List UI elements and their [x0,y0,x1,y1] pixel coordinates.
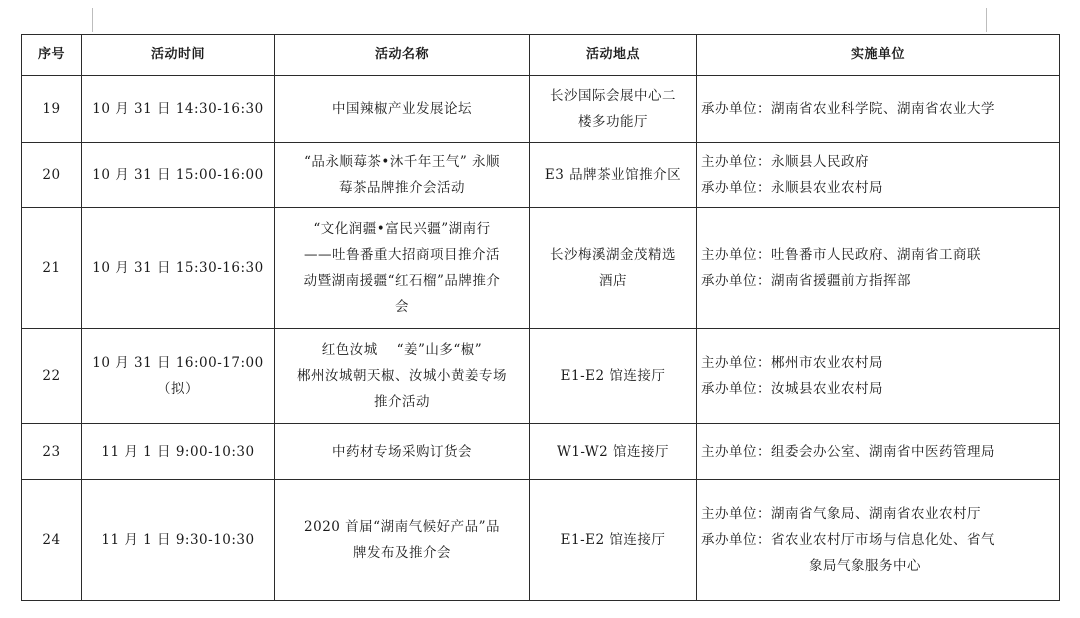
cell-no [22,480,82,601]
cell-no [22,143,82,208]
cell-name [275,208,530,329]
cell-line: 20 [42,167,61,183]
cell-line: 酒店 [599,273,627,289]
cell-line: 莓茶品牌推介会活动 [339,180,465,196]
cell-line: 红色汝城 “姜”山多“椒” [321,342,483,358]
header-unit: 实施单位 [697,35,1060,76]
cell-name [275,143,530,208]
cell-line: E3 品牌茶业馆推介区 [544,167,682,183]
cell-line: 主办单位：永顺县人民政府 [701,154,869,170]
cell-line: E1-E2 馆连接厅 [560,532,666,548]
cell-line: （拟） [157,381,199,397]
cell-name [275,76,530,143]
cell-line: 承办单位：省农业农村厅市场与信息化处、省气 [701,532,995,548]
cell-line: 主办单位：郴州市农业农村局 [701,355,883,371]
cell-line: 19 [42,101,61,117]
cell-name [275,424,530,480]
cell-line: 11 月 1 日 9:00-10:30 [101,443,255,460]
cell-place [530,424,697,480]
cell-line: 24 [42,532,61,548]
table-row [22,143,1060,208]
header-name: 活动名称 [275,35,530,76]
cell-time [82,480,275,601]
cell-line: 推介活动 [374,394,430,410]
cell-line: 长沙梅溪湖金茂精选 [550,247,676,263]
table-row [22,76,1060,143]
cell-line: 郴州汝城朝天椒、汝城小黄姜专场 [297,368,507,384]
cell-place [530,208,697,329]
cell-line: 中国辣椒产业发展论坛 [332,101,472,117]
cell-line: 10 月 31 日 15:00-16:00 [92,167,264,183]
cell-place [530,480,697,601]
cell-line: 承办单位：湖南省援疆前方指挥部 [701,273,911,289]
cell-place [530,329,697,424]
cell-line: “品永顺莓茶•沐千年王气” 永顺 [303,154,501,170]
cell-unit [697,76,1060,143]
cell-time [82,143,275,208]
cell-time [82,76,275,143]
cell-line: 21 [42,260,61,276]
cell-line: 楼多功能厅 [578,114,648,130]
cell-line: 牌发布及推介会 [353,545,451,561]
cell-line: 会 [395,299,409,315]
cell-line: 象局气象服务中心 [809,558,921,574]
cell-no [22,424,82,480]
table-row [22,480,1060,601]
table-body [22,76,1060,601]
cell-line: 10 月 31 日 15:30-16:30 [92,260,264,276]
cell-unit [697,329,1060,424]
schedule-table [21,34,1060,601]
cell-line: 长沙国际会展中心二 [550,88,676,104]
table-header-row [22,35,1060,76]
header-place: 活动地点 [530,35,697,76]
cell-unit [697,208,1060,329]
cell-line: 22 [42,368,61,384]
header-time: 活动时间 [82,35,275,76]
cell-no [22,208,82,329]
cell-name [275,480,530,601]
cell-line: 10 月 31 日 14:30-16:30 [92,101,264,117]
crop-mark-right [986,8,987,32]
cell-place [530,143,697,208]
cell-line: 10 月 31 日 16:00-17:00 [92,355,264,371]
cell-unit [697,424,1060,480]
cell-line: 11 月 1 日 9:30-10:30 [101,532,255,548]
cell-line: 动暨湖南援疆“红石榴”品牌推介 [303,273,501,289]
cell-time [82,329,275,424]
cell-time [82,424,275,480]
cell-line: ——吐鲁番重大招商项目推介活 [304,247,500,263]
cell-line: 承办单位：湖南省农业科学院、湖南省农业大学 [701,101,995,117]
cell-line: 主办单位：组委会办公室、湖南省中医药管理局 [701,443,995,460]
cell-unit [697,480,1060,601]
cell-no [22,76,82,143]
crop-mark-left [92,8,93,32]
cell-no [22,329,82,424]
cell-line: 承办单位：永顺县农业农村局 [701,180,883,196]
cell-line: W1-W2 馆连接厅 [556,443,670,460]
table-row [22,329,1060,424]
table-row [22,208,1060,329]
cell-line: 承办单位：汝城县农业农村局 [701,381,883,397]
cell-place [530,76,697,143]
cell-line: 中药材专场采购订货会 [332,443,472,460]
cell-line: 主办单位：吐鲁番市人民政府、湖南省工商联 [701,247,981,263]
header-no: 序号 [22,35,82,76]
cell-line: “文化润疆•富民兴疆”湖南行 [313,221,491,237]
cell-line: E1-E2 馆连接厅 [560,368,666,384]
cell-line: 主办单位：湖南省气象局、湖南省农业农村厅 [701,506,981,522]
cell-unit [697,143,1060,208]
cell-time [82,208,275,329]
cell-line: 23 [42,443,61,460]
cell-line: 2020 首届“湖南气候好产品”品 [304,519,500,535]
cell-name [275,329,530,424]
table-row [22,424,1060,480]
